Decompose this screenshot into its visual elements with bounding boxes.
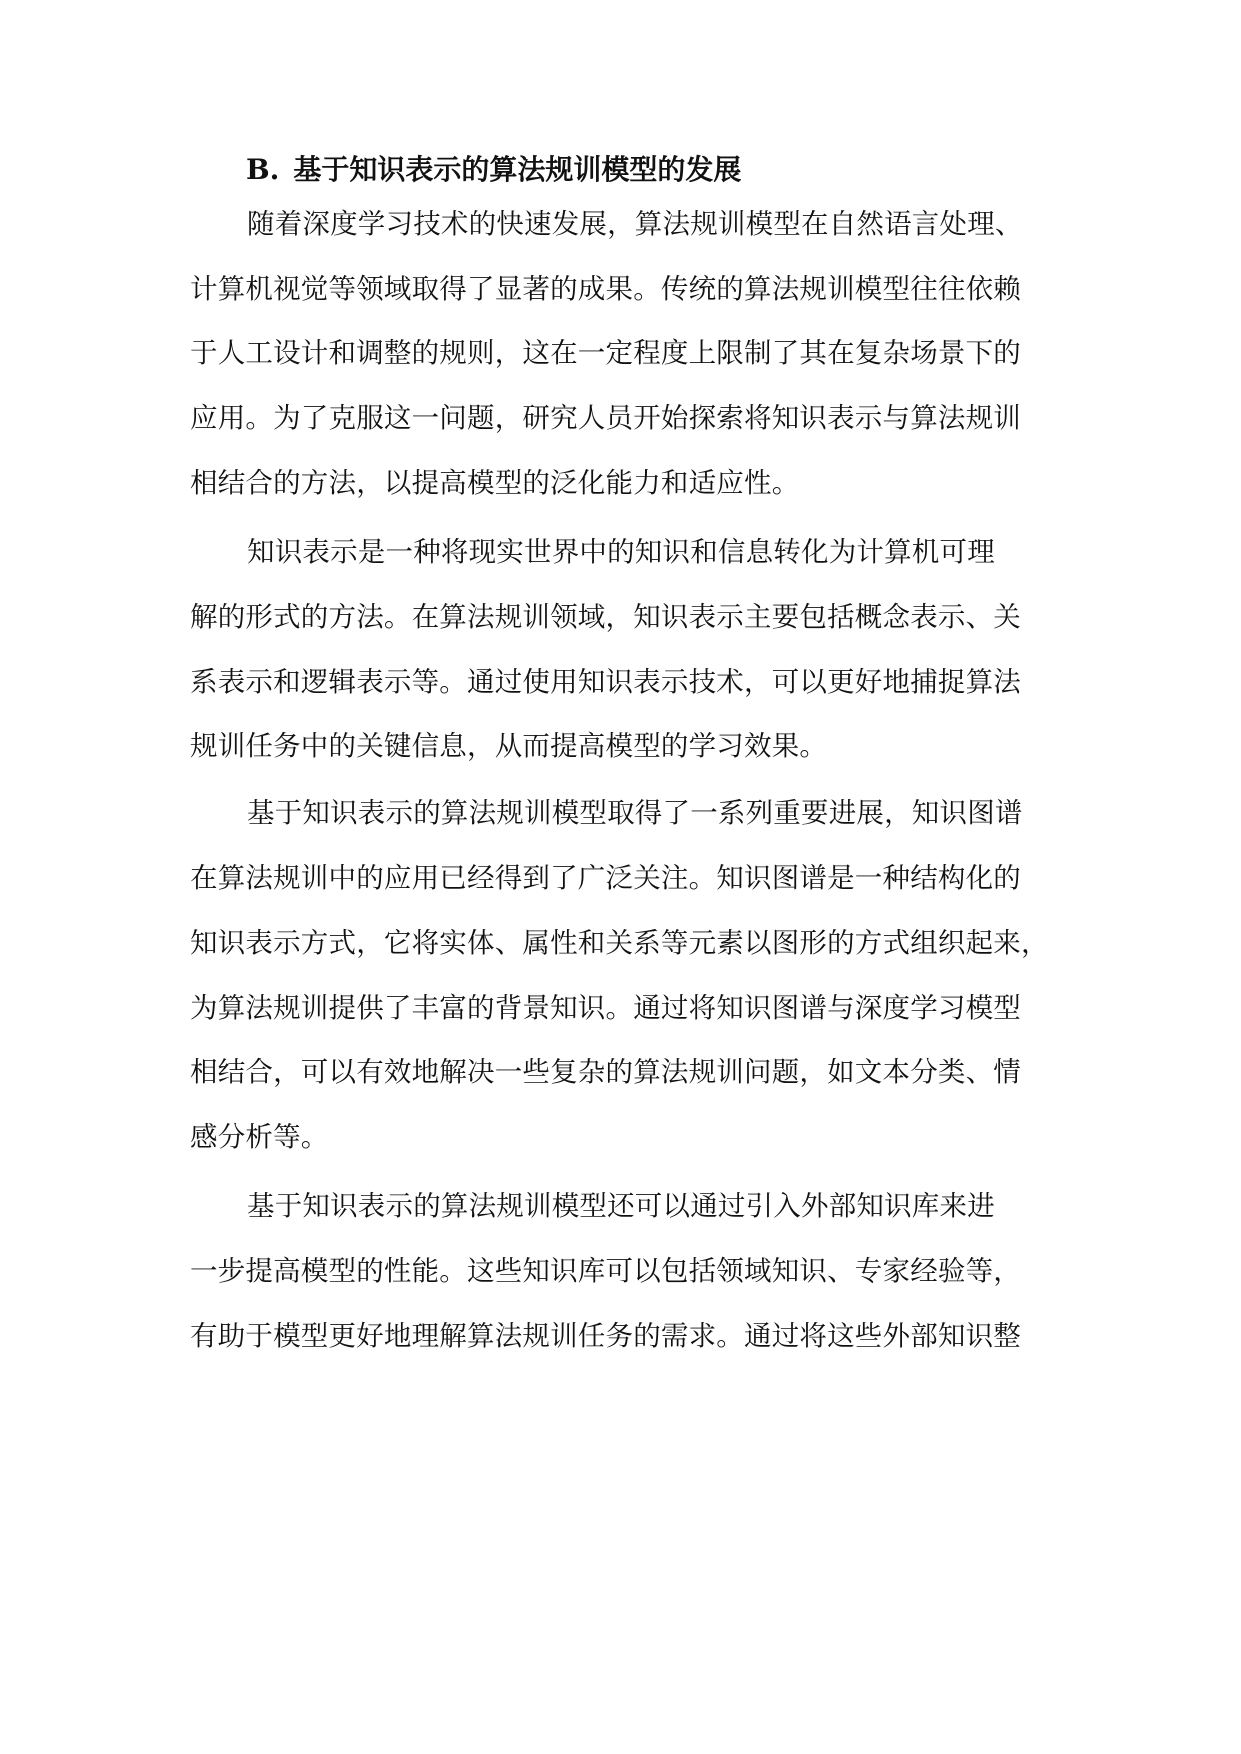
section-heading <box>246 150 741 190</box>
paragraph-2-line-4: 规训任务中的关键信息，从而提高模型的学习效果。 <box>190 730 828 762</box>
paragraph-3-line-2: 在算法规训中的应用已经得到了广泛关注。知识图谱是一种结构化的 <box>190 862 1021 894</box>
paragraph-4-line-2: 一步提高模型的性能。这些知识库可以包括领域知识、专家经验等， <box>190 1255 1021 1287</box>
paragraph-1-line-5: 相结合的方法，以提高模型的泛化能力和适应性。 <box>190 467 800 499</box>
paragraph-2-line-2: 解的形式的方法。在算法规训领域，知识表示主要包括概念表示、关 <box>190 601 1021 633</box>
section-number: B. <box>246 153 280 186</box>
paragraph-3-line-6: 感分析等。 <box>190 1121 329 1153</box>
paragraph-3-line-3: 知识表示方式，它将实体、属性和关系等元素以图形的方式组织起来， <box>190 927 1049 959</box>
paragraph-2-line-1: 知识表示是一种将现实世界中的知识和信息转化为计算机可理 <box>247 536 995 568</box>
paragraph-4-line-3: 有助于模型更好地理解算法规训任务的需求。通过将这些外部知识整 <box>190 1320 1021 1352</box>
paragraph-1-line-3: 于人工设计和调整的规则，这在一定程度上限制了其在复杂场景下的 <box>190 337 1021 369</box>
paragraph-4-line-1: 基于知识表示的算法规训模型还可以通过引入外部知识库来进 <box>247 1190 995 1222</box>
paragraph-3-line-5: 相结合，可以有效地解决一些复杂的算法规训问题，如文本分类、情 <box>190 1056 1021 1088</box>
paragraph-2-line-3: 系表示和逻辑表示等。通过使用知识表示技术，可以更好地捕捉算法 <box>190 666 1021 698</box>
section-title: 基于知识表示的算法规训模型的发展 <box>293 153 742 186</box>
paragraph-1-line-1: 随着深度学习技术的快速发展，算法规训模型在自然语言处理、 <box>247 208 1023 240</box>
paragraph-1-line-4: 应用。为了克服这一问题，研究人员开始探索将知识表示与算法规训 <box>190 402 1021 434</box>
paragraph-3-line-1: 基于知识表示的算法规训模型取得了一系列重要进展，知识图谱 <box>247 797 1023 829</box>
paragraph-1-line-2: 计算机视觉等领域取得了显著的成果。传统的算法规训模型往往依赖 <box>190 273 1021 305</box>
paragraph-3-line-4: 为算法规训提供了丰富的背景知识。通过将知识图谱与深度学习模型 <box>190 992 1021 1024</box>
